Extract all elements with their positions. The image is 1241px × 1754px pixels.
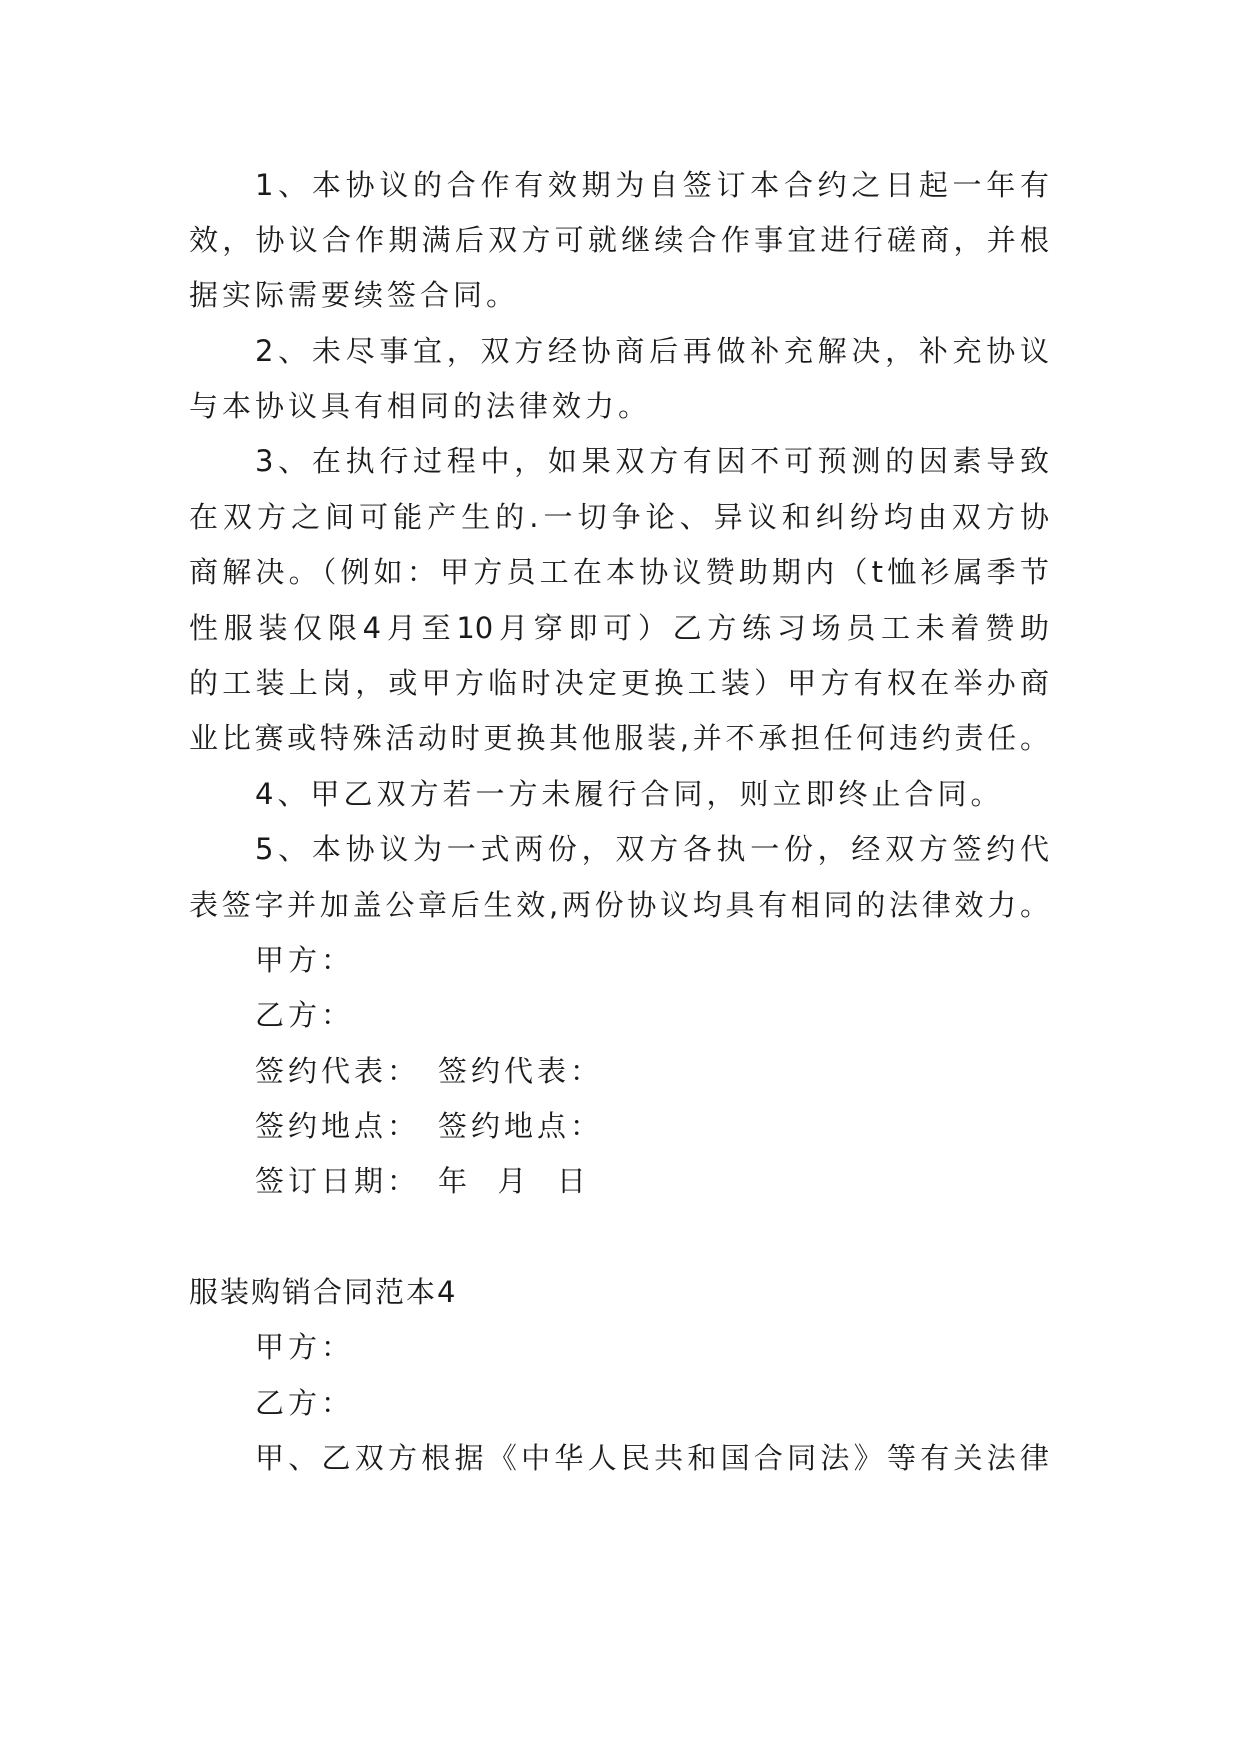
clause-3-line-5: 的工装上岗，或甲方临时决定更换工装）甲方有权在举办商: [189, 666, 1049, 700]
clause-4-line-1: 4、甲乙双方若一方未履行合同，则立即终止合同。: [255, 777, 1004, 811]
clause-3-line-6: 业比赛或特殊活动时更换其他服装,并不承担任何违约责任。: [189, 721, 1049, 755]
clause-1-line-1: 1、本协议的合作有效期为自签订本合约之日起一年有: [255, 168, 1049, 202]
signature-date-left: 签订日期：: [255, 1164, 421, 1198]
signature-rep-left: 签约代表：: [255, 1054, 421, 1088]
clause-5-line-1: 5、本协议为一式两份，双方各执一份，经双方签约代: [255, 832, 1049, 866]
clause-1-line-2: 效，协议合作期满后双方可就继续合作事宜进行磋商，并根: [189, 223, 1049, 257]
signature-date-right: 年 月 日: [438, 1164, 590, 1198]
section-title: 服装购销合同范本4: [189, 1275, 458, 1309]
section-party-a: 甲方：: [255, 1330, 355, 1364]
signature-place-right: 签约地点：: [438, 1109, 604, 1143]
clause-5-line-2: 表签字并加盖公章后生效,两份协议均具有相同的法律效力。: [189, 888, 1049, 922]
clause-3-line-3: 商解决。（例如：甲方员工在本协议赞助期内（t恤衫属季节: [189, 555, 1049, 589]
clause-3-line-1: 3、在执行过程中，如果双方有因不可预测的因素导致: [255, 444, 1049, 478]
signature-party-a: 甲方：: [255, 943, 355, 977]
signature-place-left: 签约地点：: [255, 1109, 421, 1143]
signature-party-b: 乙方：: [255, 998, 355, 1032]
section-intro-line: 甲、乙双方根据《中华人民共和国合同法》等有关法律: [255, 1441, 1049, 1475]
section-party-b: 乙方：: [255, 1386, 355, 1420]
clause-3-line-4: 性服装仅限4月至10月穿即可）乙方练习场员工未着赞助: [189, 611, 1049, 645]
clause-1-line-3: 据实际需要续签合同。: [189, 278, 520, 312]
clause-2-line-1: 2、未尽事宜，双方经协商后再做补充解决，补充协议: [255, 334, 1049, 368]
clause-3-line-2: 在双方之间可能产生的.一切争论、异议和纠纷均由双方协: [189, 500, 1049, 534]
signature-rep-right: 签约代表：: [438, 1054, 604, 1088]
clause-2-line-2: 与本协议具有相同的法律效力。: [189, 389, 652, 423]
